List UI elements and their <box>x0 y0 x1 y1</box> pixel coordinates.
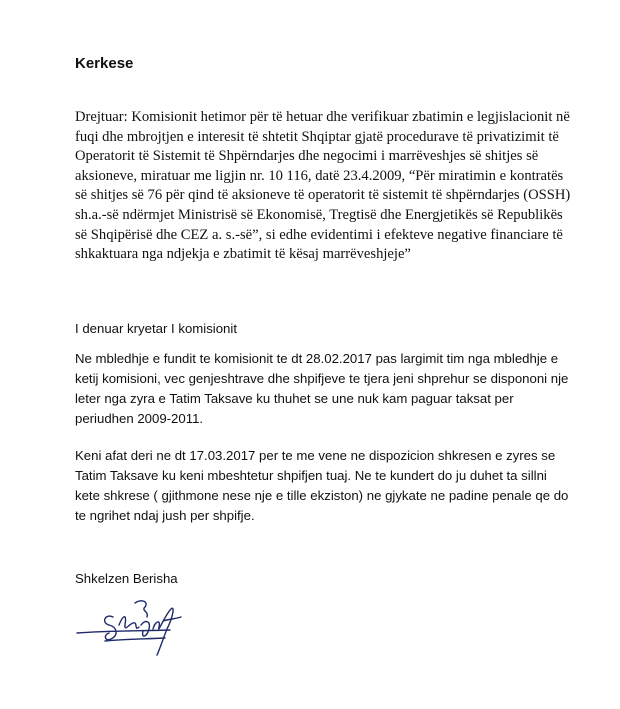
addressee-block: Drejtuar: Komisionit hetimor për të hetuar dhe verifikuar zbatimin e legjislacionit në fuqi dhe mbrojtjen e interesit të shtetit Shqiptar gjatë procedurave të privatizimit të Operatorit të Sistemit të Shpërndarjes dhe negocimi i marrëveshjes së shitjes së aksioneve, miratuar me ligjin nr. 10 116, datë 23.4.2009, “Për miratimin e kontratës së shitjes së 76 për qind të aksioneve të operatorit të sistemit të shpërndarjes (OSSH) sh.a.-së ndërmjet Ministrisë së Ekonomisë, Tregtisë dhe Energjetikës së Republikës së Shqipërisë dhe CEZ a. s.-së”, si edhe evidentimi i efekteve negative financiare të shkaktuara nga ndjekja e zbatimit të kësaj marrëveshjeje” <box>75 109 571 263</box>
signature-stroke-5 <box>153 608 173 655</box>
signer-name: Shkelzen Berisha <box>75 571 178 586</box>
signature-stroke-4 <box>141 622 149 637</box>
body-paragraph-1: Ne mbledhje e fundit te komisionit te dt 28.02.2017 pas largimit tim nga mbledhje e ketij komisioni, vec genjeshtrave dhe shpifjeve te tjera jeni shprehur se dispononi nje leter nga zyra e Tatim Taksave ku thuhet se une nuk kam paguar taksat per periudhen 2009-2011. <box>75 351 569 426</box>
signature-stroke-3 <box>135 601 147 617</box>
signature-stroke-2 <box>119 617 139 629</box>
signature-underline <box>77 630 170 633</box>
letter-title: Kerkese <box>75 55 134 72</box>
handwritten-signature <box>75 595 205 660</box>
signature-underline-2 <box>105 638 165 641</box>
signature-stroke-1 <box>105 616 116 640</box>
body-paragraph-2: Keni afat deri ne dt 17.03.2017 per te me vene ne dispozicion shkresen e zyres se Tatim Taksave ku keni mbeshtetur shpifjen tuaj. Ne te kundert do ju duhet ta sillni kete shkrese ( gjithmone nese nje e tille ekziston) ne gjykate ne padine penale qe do te ngrihet ndaj jush per shpifje. <box>75 448 569 523</box>
salutation: I denuar kryetar I komisionit <box>75 321 237 336</box>
